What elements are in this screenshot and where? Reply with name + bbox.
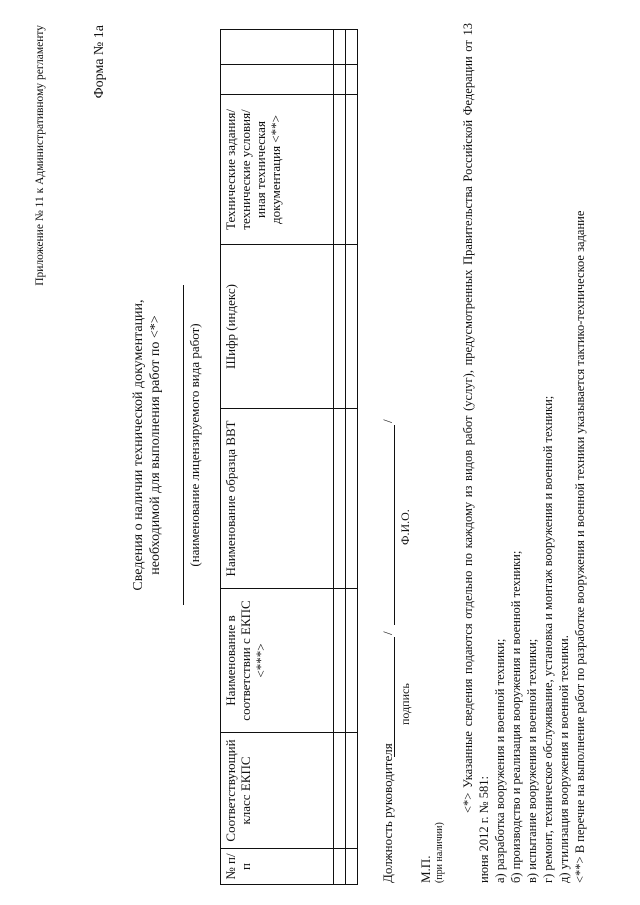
stamp-note: (при наличии) (434, 822, 445, 883)
table-cell[interactable] (334, 409, 346, 589)
slash-separator: / (380, 419, 395, 423)
title-line-1: Сведения о наличии технической документации, (131, 299, 146, 591)
header-technical-docs: Технические задания/ технические условия/иная техническая документация <**> (221, 95, 334, 245)
list-item: д) утилизация вооружения и военной техники. (557, 635, 571, 883)
header-ekps-class: Соответствующий класс ЕКПС (221, 733, 334, 849)
header-empty-2 (221, 30, 334, 65)
table-cell[interactable] (334, 65, 346, 95)
table-cell[interactable] (346, 95, 358, 245)
signature-caption: подпись (398, 683, 412, 725)
position-label: Должность руководителя (380, 743, 395, 883)
table-cell[interactable] (334, 733, 346, 849)
header-ekps-name: Наименование в соответствии с ЕКПС <***> (221, 589, 334, 733)
table-header-row (221, 30, 334, 885)
table-cell[interactable] (334, 589, 346, 733)
fio-line[interactable] (394, 425, 395, 625)
footnote-main: <*> Указанные сведения подаются отдельно по каждому из видов работ (услуг), предусмотренных Правительства Российской Федерации от 13 июня 2012 г. № 581: (461, 23, 491, 883)
table-cell[interactable] (346, 409, 358, 589)
header-code-index: Шифр (индекс) (221, 245, 334, 409)
table-row (334, 30, 346, 885)
table-cell[interactable] (334, 95, 346, 245)
header-number: № п/п (221, 849, 334, 885)
signature-line[interactable] (394, 637, 395, 757)
list-item: г) ремонт, техническое обслуживание, установка и монтаж вооружения и военной техники; (541, 395, 555, 883)
table-cell[interactable] (346, 589, 358, 733)
list-item: б) производство и реализация вооружения и военной техники; (509, 550, 523, 883)
table-row (346, 30, 358, 885)
table-cell[interactable] (334, 849, 346, 885)
table-cell[interactable] (334, 245, 346, 409)
licensed-work-caption: (наименование лицензируемого вида работ) (187, 323, 202, 567)
title-line-2: необходимой для выполнения работ по <*> (148, 315, 163, 575)
table-cell[interactable] (346, 65, 358, 95)
table-cell[interactable] (346, 733, 358, 849)
document-title (130, 255, 164, 635)
slash-separator: / (380, 631, 395, 635)
footnotes (460, 23, 588, 883)
form-number: Форма № 1а (92, 25, 107, 99)
list-item: в) испытание вооружения и военной техники; (525, 638, 539, 883)
licensed-work-line[interactable] (183, 285, 184, 605)
table-cell[interactable] (346, 849, 358, 885)
appendix-reference: Приложение № 11 к Административному регламенту (34, 25, 46, 286)
footnote-2: <**> В перечне на выполнение работ по разработке вооружения и военной техники указывается тактико-техническое задание (573, 210, 587, 883)
header-vvt-sample: Наименование образца ВВТ (221, 409, 334, 589)
table-cell[interactable] (346, 30, 358, 65)
stamp-label: М.П. (418, 855, 433, 883)
list-item: а) разработка вооружения и военной техники; (493, 638, 507, 883)
table-cell[interactable] (334, 30, 346, 65)
table-cell[interactable] (346, 245, 358, 409)
header-empty-1 (221, 65, 334, 95)
fio-caption: Ф.И.О. (398, 509, 412, 545)
technical-docs-table (220, 29, 358, 885)
